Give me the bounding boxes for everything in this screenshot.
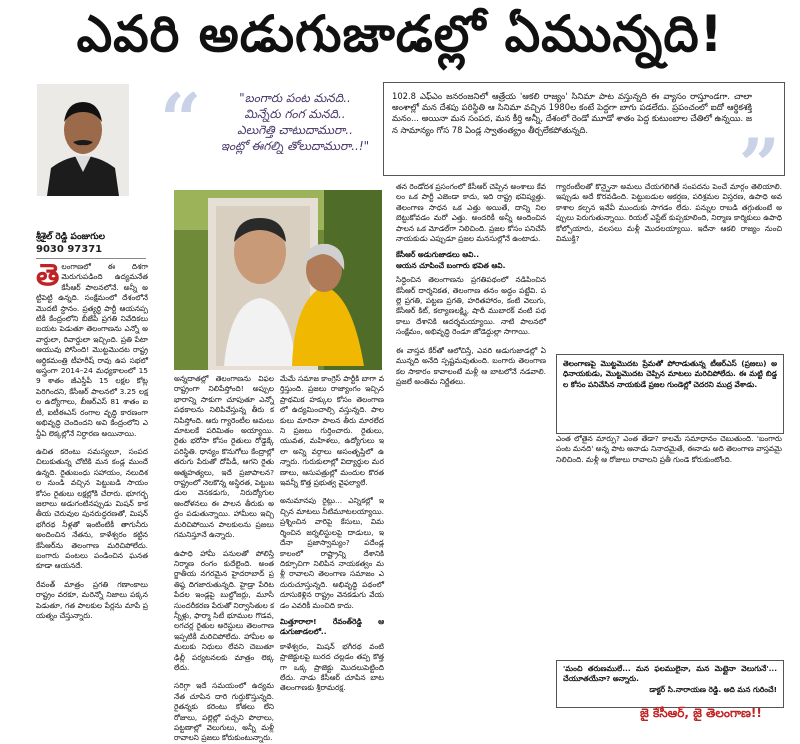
author-phone: 9030 97371 [36,244,103,255]
author-name: శ్రీశైల్ రెడ్డి పంజుగుల [36,232,105,242]
slogan: జై కేసీఆర్, జై తెలంగాణ!! [640,706,762,720]
col5-box [556,354,784,434]
column-5 [556,182,782,350]
col2-paragraph-3: సరిగ్గా ఇదే సమయంలో ఉద్యమ నేత చూపిన దారి గుర్తుకొస్తున్నది. రైతన్నకు కరెంటు కోతలు లేని రోజులు, పల్లెల్లో పచ్చని పొలాలు, పట్టణాల్లో వెలుగులు, అన్నీ మళ్లీ రావాలని ప్రజలు కోరుకుంటున్నారు. [174,681,274,743]
pull-quote-line: మిన్నేరు గంగ మనది.. [244,107,346,121]
col1-paragraph-2: ఉచిత కరెంటు సమస్యలూ, సంపద చిలుకుతున్న చోటికి మన కండ్ల ముందే ఉన్నది. రైతుబంధు సహాయం, నలుదిశల నుండి వచ్చిన పెట్టుబడి సాయం కోసం రైతులు లక్షల్లోకి చేరారు. భూగర్భ జలాలు అడుగంటినప్పుడు మిషన్ కాకతీయ చెరువుల పునరుద్ధరణతో, మిషన్ భగీరథ నీళ్లతో ఇంటింటికీ తాగునీరు అందించిన నేతను, కాళేశ్వరం కట్టిన కేసీఆర్‌ను తెలంగాణ మరిచిపోలేదు. బంగారు పంటలు పండించిన ఘనత కూడా ఆయనదే. [36,446,148,571]
col5-paragraph-2-wrap [556,434,782,564]
col3-paragraph-3: కాళేశ్వరం, మిషన్ భగీరథ వంటి ప్రాజెక్టులపై బురద చల్లడం తప్ప కొత్తగా ఒక్క ప్రాజెక్టు మొదలుపెట్టింది లేదు. నాడు కేసీఆర్ చూపిన బాట తెలంగాణకు శ్రీరామరక్ష. [280,641,384,693]
col4-paragraph-2: సిద్ధించిన తెలంగాణను ప్రగతిపథంలో నడిపించిన కేసీఆర్ దార్శనికత, తెలంగాణ తనం అద్దం పట్టేవి. పల్లె ప్రగతి, పట్టణ ప్రగతి, హరితహారం, కంటి వెలుగు, కేసీఆర్ కిట్, కల్యాణలక్ష్మి, షాదీ ముబారక్ వంటి పథకాలు దేశానికి ఆదర్శమయ్యాయి. నాటి పాలనలో సంక్షేమం, అభివృద్ధి రెండూ జోడెద్దుల్లా సాగాయి. [396,275,546,337]
column-2 [174,374,274,743]
col4-paragraph-3: ఈ వాస్తవ కేర్‌తో ఆలోచిస్తే, ఎవరి అడుగుజాడల్లో ఏమున్నది అనేది స్పష్టమవుతుంది. బంగారు తెలంగాణ కల సాకారం కావాలంటే మళ్లీ ఆ బాటలోనే నడవాలి. ప్రజలే అంతిమ నిర్ణేతలు. [396,345,546,386]
column-3 [280,374,384,720]
col1-paragraph: లంగాణలో ఈ దిశగా మెరుగుపడింది ఉద్యమనేత కేసీఆర్ పాలనలోనే. అన్నీ అట్టిపెట్టి ఉన్నది. సంక్షేమంలో దేశంలోనే మొదటి స్థానం. ప్రత్యర్థి పార్టీ ఆయనప్పటికీ కేంద్రంలోని బీజేపీ ప్రగతి నివేదికలు బయట పెడుతూ తెలంగాణను ఎన్నో అవార్డులా, రివార్డులా ఇచ్చింది. ప్రతి పేటా ఆయువు పోసింది! మొట్టమొదట రాష్ట్ర ఆర్థికమంత్రి టీహరీష్ రావు ఉప సభలో అస్త్రంగా 2014–24 మధ్యకాలంలో 159 శాతం జీఎస్డీపీ 15 లక్షల కోట్ల పెరిగిందని, కేసీఆర్ పాలనలో 3.25 లక్షల ఉద్యోగాలు, బీఆర్ఎస్ 81 శాతం ఐటీ, ఐటీఈఎస్ రంగాల వృద్ధి కారణంగా అభివృద్ధి చెందిందని అవి కేంద్రంలోని ఎన్డీఏ లెక్కల్లోనే నిర్ధారణ అయినాయి. [36,262,148,438]
col3-paragraph: మేమే సమాజ కాంగ్రెస్ పార్టీకి బాగా వర్తిస్తుంది. ప్రజలు రాజ్యాంగం ఇచ్చిన ప్రాథమిక హక్కుల కోసం తెలంగాణలో ఉద్యమించాల్సి వస్తున్నది. పాలకులు మారినా పాలన తీరు మారలేదని ప్రజలు గుర్తించారు. రైతులు, యువత, మహిళలు, ఉద్యోగులు ఇలా అన్ని వర్గాలు అసంతృప్తిలో ఉన్నారు. గురుకులాల్లో విద్యార్థుల మరణాలు, ఆసుపత్రుల్లో మందుల కొరత ఇవన్నీ కొత్త ప్రభుత్వ వైఫల్యాలే. [280,374,384,488]
author-portrait-icon [37,84,129,196]
col5-box-text: తెలంగాణపై మొట్టమొదట ప్రేమతో పోరాడుతున్న టీఆర్ఎస్ (ప్రజలు) అధినాయకుడు, మొట్టమొదట చెప్పిన మాటలు మరిచిపోలేదు. ఈ మట్టి బిడ్డల కోసం పనిచేసిన నాయకుడే ప్రజల గుండెల్లో చెదరని ముద్ర వేశాడు. [563,359,777,389]
feature-photo-icon [174,190,382,370]
col5-credit: డాక్టర్ సి.నారాయణ రెడ్డి. అది మన గురించే! [649,684,777,694]
column-4 [396,182,546,720]
col5-paragraph-2: ఎంత లోతైన మార్పు? ఎంత తేడా? కాలమే సమాధానం చెబుతుంది. 'బంగారు పంట మనది' అన్న పాట ఆనాడు నినాదమైతే, ఈనాడు అది తెలంగాణ వాస్తవమై నిలిచింది. మళ్లీ ఆ రోజులు రావాలని ప్రతీ గుండె కోరుకుంటోంది. [556,434,782,464]
col4-subheading-2: ఆయన చూపించే బంగారు భవిత ఆవి. [396,260,506,270]
pull-quote-line: ఇంట్లో ఈగల్ని తోలుదామురా..!" [220,139,370,153]
col3-paragraph-2: అనుమానపు రైట్లు... ఎన్నికల్లో ఇచ్చిన మాటలు నీటిమూటలయ్యాయి. ప్రశ్నించిన వారిపై కేసులు, విమర్శించిన జర్నలిస్టులపై దాడులు, ఇదేనా ప్రజాస్వామ్యం? పదేండ్ల కాలంలో రాష్ట్రాన్ని దేశానికి దిక్సూచిగా నిలిపిన నాయకత్వం మళ్లీ రావాలని తెలంగాణ సమాజం ఎదురుచూస్తున్నది. అభివృద్ధి పథంలో దూసుకెళ్లిన రాష్ట్రం వెనకడుగు వేయడం ఎవరికీ మంచిది కాదు. [280,496,384,610]
intro-text: 102.8 ఎఫ్ఎం జనరంజనిలో ఆత్రేయ 'ఆకలి రాజ్యం' సినిమా పాట వస్తున్నది ఈ వ్యాసం రాస్తూండగా. చాలా అంశాల్లో మన దేశపు పరిస్థితి ఆ సినిమా వచ్చిన 1980ల కంటే పెద్దగా బాగు పడలేదు. ప్రపంచంలో ఐదో ఆర్థికశక్తి మనం... అయినా మన సంపద, మన కీర్తి అన్నీ, దేశంలో రెండో మూడో శాతం పెద్ద కుటుంబాల చేతిలో ఉన్నయి. జన సామాన్యం గోస 78 ఏండ్ల స్వాతంత్య్రం తీర్చలేకపోతున్నది. [392,91,752,135]
col5-closing-quote: 'మంచి తరుణములే... మన ఫలములైనా, మన మెట్లైనా వెలుగునే'... చేయూతయేనా? అన్నారు. [563,664,777,684]
close-quote-icon: ” [738,122,780,207]
col4-subheading-1: కేసీఆర్ అడుగుజాడలు ఆవి.. [396,250,480,260]
col1-paragraph-3: రేవంత్ మాత్రం ప్రగతి గణాంకాలు రాష్ట్రం వరకూ, మరెన్నో నిజాలు పక్కన పెడుతూ, గత పాలకుల పేర్లను మాపే ప్రయత్నం చేస్తున్నారు. [36,579,148,620]
author-photo [37,84,129,196]
col4-paragraph: తన రెండోదశ ప్రసంగంలో కేసీఆర్ చెప్పిన అంశాలు కేవలం ఒక పార్టీ ఎజెండా కాదు, ఇది రాష్ట్ర భవిష్యత్తు. తెలంగాణ సాధన ఒక ఎత్తు అయితే, దాన్ని నిలబెట్టుకోవడం మరో ఎత్తు. అందరికీ అన్నీ అందించిన పాలన ఒక మోడల్‌గా నిలిచింది. ప్రజల కోసం పనిచేసే నాయకుడు ఎప్పుడూ ప్రజల మనసుల్లోనే ఉంటాడు. [396,182,546,244]
pull-quote-line: "బంగారు పంట మనది.. [239,91,351,105]
col2-paragraph-2: ఉపాధి హామీ పనులతో పోలిస్తే నిర్మాణ రంగం కుదేలైంది. అంతర్జాతీయ నగరమైన హైదరాబాద్ ప్రతిష్ఠ దిగజారుతున్నది. హైడ్రా పేరిట పేదల ఇండ్లపై బుల్డోజర్లు, మూసీ సుందరీకరణ పేరుతో నిర్వాసితుల కన్నీళ్లు, ఫార్మా సిటీ భూముల గొడవ, లగచర్ల రైతుల అరెస్టులు తెలంగాణ ఇప్పటికీ మరిచిపోలేదు. హామీల అమలుకు నిధులు లేవని చెబుతూ ఢిల్లీ పర్యటనలకు మాత్రం లెక్కలేదు. [174,548,274,672]
col3-subheading: మిత్తూరాలా! రేవంత్‌రెడ్డి ఆడుగుజాడలలో.. [280,616,384,637]
pull-quote-line: ఎలుగెత్తి చాటుదామురా.. [237,123,353,137]
intro-box [383,82,785,207]
open-quote-icon: “ [160,77,202,162]
col5-closing-box [556,660,784,708]
col5-paragraph: గ్యారంటీలతో కొన్నైనా అమలు చేయగలిగితే సంపదను పెంచే మార్గం తెలియాలి. ఇప్పుడు అదే కొరవడింది. పెట్టుబడుల ఆకర్షణ, పరిశ్రమల విస్తరణ, ఉపాధి అవకాశాల కల్పన ఇవేవీ ముందుకు సాగడం లేదు. పన్నుల రాబడి తగ్గుతుంటే అప్పులు పెరుగుతున్నాయి. రియల్ ఎస్టేట్ కుప్పకూలింది, నిర్మాణ కార్మికులు ఉపాధి కోల్పోయారు, వలసలు మళ్లీ మొదలయ్యాయి. ఇదేనా ఆకలి రాజ్యం నుంచి విముక్తి? [556,182,782,244]
feature-photo [174,190,382,370]
col2-paragraph: అన్నదాతల్లో తెలంగాణను విఫల రాష్ట్రంగా నిలిపేస్తోంది! అప్పుల భారాన్ని సాకుగా చూపుతూ ఎన్నో పథకాలను నిలిపివేస్తున్న తీరు కనిపిస్తోంది. ఆరు గ్యారెంటీల అమలు మాటలకే పరిమితం అయ్యాయి. రైతు భరోసా కోసం రైతులు రోడ్డెక్కే పరిస్థితి. ధాన్యం కొనుగోలు కేంద్రాల్లో తరుగు పేరుతో దోపిడీ, ఆగని రైతు ఆత్మహత్యలు, ఇదే ప్రజాపాలన? రాష్ట్రంలో నెలకొన్న అస్థిరత, పెట్టుబడుల వెనకడుగు, నిరుద్యోగుల ఆందోళనలు ఈ పాలన తీరుకు అద్దం పడుతున్నాయి. హామీలు ఇచ్చి మరిచిపోయిన పాలకులను ప్రజలు గమనిస్తూనే ఉన్నారు. [174,374,274,540]
column-1 [36,258,148,722]
dropcap: తె [36,258,60,293]
pull-quote [210,90,380,154]
headline: ఎవరి అడుగుజాడల్లో ఏమున్నది! [76,4,724,63]
